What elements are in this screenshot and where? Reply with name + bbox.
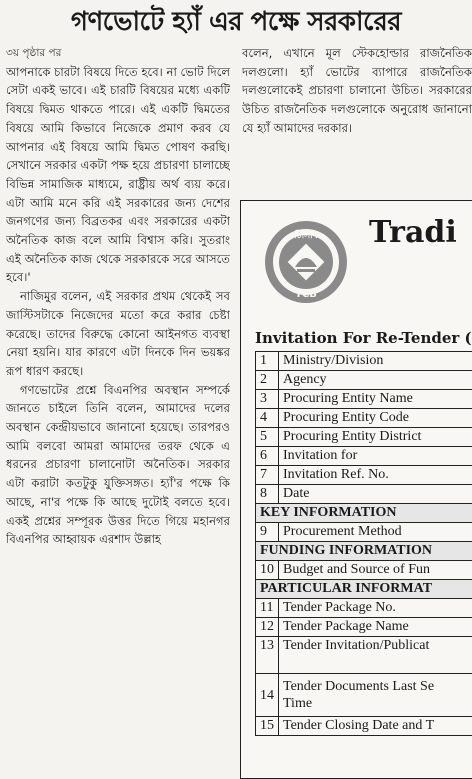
row-number: 1 [256, 352, 279, 371]
row-number: 8 [256, 485, 279, 504]
row-number: 4 [256, 409, 279, 428]
table-row [256, 428, 472, 447]
table-row [256, 485, 472, 504]
row-label: Agency [279, 371, 472, 390]
table-row [256, 466, 472, 485]
table-row [256, 409, 472, 428]
row-label [279, 674, 472, 717]
tender-notice [240, 200, 472, 779]
table-row [256, 561, 472, 580]
table-row [256, 618, 472, 637]
row-label: Budget and Source of Fun [279, 561, 472, 580]
row-label: Procurement Method [279, 523, 472, 542]
row-number: 6 [256, 447, 279, 466]
article-paragraph: নাজিমুর বলেন, এই সরকার প্রথম থেকেই সব জাস্টিসটাকে নিজেদের মতো করে করার চেষ্টা করেছে। তাদের বিরুদ্ধে কোনো আইনগত ব্যবস্থা নেয়া হয়নি। যার কারণে এটা দিনকে দিন ভয়ঙ্কর রূপ ধারণ করছে। [6, 287, 230, 381]
table-row [256, 390, 472, 409]
logo-bottom-text: TCB [295, 289, 317, 300]
table-section-header [256, 542, 472, 561]
row-number: 10 [256, 561, 279, 580]
row-number: 14 [256, 674, 279, 717]
row-label: Tender Invitation/Publicat [279, 637, 472, 674]
row-number: 11 [256, 599, 279, 618]
tender-spec-table [255, 351, 472, 736]
continued-from-label: ৩য় পৃষ্ঠার পর [6, 44, 230, 63]
brand-name: Tradi [369, 215, 457, 250]
tcb-logo-icon [263, 219, 349, 305]
article-paragraph: বলেন, এখানে মূল স্টেকহোল্ডার রাজনৈতিক দলগুলো। হ্যাঁ ভোটের ব্যাপারে রাজনৈতিক দলগুলোকেই প্রচারণা চালানো উচিত। সরকারের উচিত রাজনৈতিক দলগুলোকে অনুরোধ জানানো যে হ্যাঁ আমাদের দরকার। [242, 44, 472, 138]
left-article-column [6, 44, 230, 777]
section-label: PARTICULAR INFORMAT [256, 580, 472, 599]
row-label: Invitation for [279, 447, 472, 466]
logo-top-text: টিসিবি [293, 228, 319, 241]
row-number: 9 [256, 523, 279, 542]
row-label-line: Tender Documents Last Se [283, 678, 472, 695]
row-label: Invitation Ref. No. [279, 466, 472, 485]
row-label: Procuring Entity District [279, 428, 472, 447]
row-label: Tender Package Name [279, 618, 472, 637]
row-label-line: Time [283, 695, 472, 712]
section-label: KEY INFORMATION [256, 504, 472, 523]
article-paragraph: আপনাকে চারটা বিষয়ে দিতে হবে। না ভোট দিলে সেটা একই ভাবে। এই চারটি বিষয়ের মধ্যে একটি বিষয়ে দ্বিমত থাকতে পারে। এই একটি দ্বিমতের বিষয়ে আমি কিভাবে নিজেকে প্রমাণ করব যে আপনার এই বিষয়ে আমি দ্বিমত পোষণ করছি। সেখানে সরকার একটা পক্ষ হয়ে প্রচারণা চালাচ্ছে বিভিন্ন সামাজিক মাধ্যমে, রাষ্ট্রীয় অর্থ ব্যয় করে। এটা আমি মনে করি এই সরকারের জন্য দেশের জনগণের জন্য বিব্রতকর এবং সরকারের একটা অনৈতিক কাজ বলে আমি বিশ্বাস করি। সুতরাং এই অনৈতিক কাজ থেকে সরকারকে সরে আসতে হবে।' [6, 63, 230, 287]
table-row [256, 674, 472, 717]
row-number: 3 [256, 390, 279, 409]
table-row [256, 637, 472, 674]
row-label: Ministry/Division [279, 352, 472, 371]
table-section-header [256, 580, 472, 599]
table-row [256, 447, 472, 466]
table-row [256, 523, 472, 542]
row-number: 7 [256, 466, 279, 485]
row-label: Procuring Entity Code [279, 409, 472, 428]
row-label: Tender Closing Date and T [279, 717, 472, 736]
row-number: 2 [256, 371, 279, 390]
table-row [256, 717, 472, 736]
table-section-header [256, 504, 472, 523]
row-label: Procuring Entity Name [279, 390, 472, 409]
row-label: Tender Package No. [279, 599, 472, 618]
article-paragraph: গণভোটের প্রশ্নে বিএনপির অবস্থান সম্পর্কে জানতে চাইলে তিনি বলেন, আমাদের দলের অবস্থান কেন্দ্রীয়ভাবে জানানো হয়েছে। তারপরও আমি বলবো আমরা আমাদের তরফ থেকে এ ধরনের প্রচারণা চালানোটা অনৈতিক। সরকার এটা করাটা কতটুকু যুক্তিসঙ্গত। হ্যাঁ'র পক্ষে কি আছে, না'র পক্ষে কি আছে দুটোই বলতে হবে। একই প্রশ্নের সম্পূরক উত্তর দিতে গিয়ে মহানগর বিএনপির আহ্বায়ক এরশাদ উল্লাহ [6, 381, 230, 549]
row-number: 15 [256, 717, 279, 736]
table-row [256, 371, 472, 390]
table-row [256, 599, 472, 618]
section-label: FUNDING INFORMATION [256, 542, 472, 561]
headline: গণভোটে হ্যাঁ এর পক্ষে সরকারের [0, 2, 472, 42]
table-row [256, 352, 472, 371]
right-article-column [242, 44, 472, 194]
row-number: 5 [256, 428, 279, 447]
row-label: Date [279, 485, 472, 504]
tender-title: Invitation For Re-Tender ( [255, 329, 472, 347]
row-number: 13 [256, 637, 279, 674]
row-number: 12 [256, 618, 279, 637]
